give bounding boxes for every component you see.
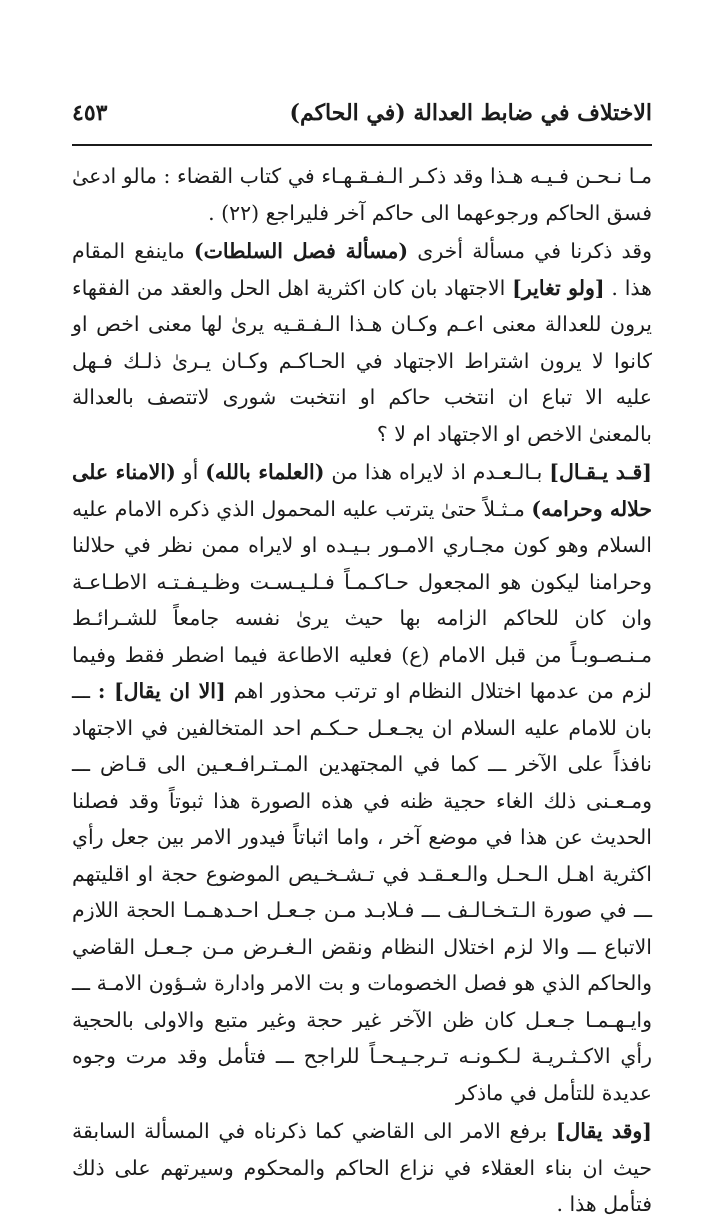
paragraph-3: [72, 454, 652, 1111]
running-header: [72, 96, 652, 140]
text-run: برفع الامر الى القاضي كما ذكرناه في المسألة السابقة حيث ان بناء العقلاء في نزاع الحاكم والمحكوم وسيرتهم على ذلك فتأمل هذا .: [72, 1119, 652, 1216]
bold-term: [وقد يقال]: [555, 1119, 653, 1143]
bold-term: [ولو تغاير]: [512, 275, 605, 300]
text-run: أو: [175, 460, 206, 484]
paragraph-4: [72, 1113, 652, 1223]
paragraph-1: [72, 158, 652, 231]
header-rule: [72, 144, 652, 146]
text-run: مـا نـحـن فـيـه هـذا وقد ذكـر الـفـقـهـاء في كتاب القضاء : مالو ادعىٰ فسق الحاكم ورجوعهما الى حاكم آخر فليراجع (٢٢) .: [72, 164, 652, 225]
text-run: بـالـعـدم اذ لايراه هذا من: [324, 460, 550, 484]
bold-term: (مسألة فصل السلطات): [193, 239, 409, 263]
bold-term: [الا ان يقال] :: [97, 679, 226, 703]
bold-term: (العلماء بالله): [205, 460, 325, 484]
bold-term: (الامناء على حلاله وحرامه): [72, 460, 653, 521]
page-body: [72, 158, 652, 1223]
chapter-title: الاختلاف في ضابط العدالة (في الحاكم): [289, 100, 652, 126]
bold-term: [قـد يـقـال]: [549, 460, 652, 484]
paragraph-2: [72, 233, 652, 452]
text-run: مـثـلاً حتىٰ يترتب عليه المحمول الذي ذكره الامام عليه السلام وهو كون مجـاري الامـور بـيـده او لايراه ممن نظر في حلالنا وحرامنا ليكون هو المجعول حـاكـمـاً فـلـيـسـت وظـيـفـتـه الاطـاعـة وان كان للحاكم الزامه بها حيث يرىٰ نفسه جامعاً للشـرائـط مـنـصـوبـاً من قبل الامام (ع) فعليه الاطاعة فيما اضطر فقط وفيما لزم من عدمها اختلال النظام او ترتب محذور اهم: [72, 496, 652, 703]
text-run: الاجتهاد بان كان اكثرية اهل الحل والعقد من الفقهاء يرون للعدالة معنى اعـم وكـان هـذا الـفـقـيه يرىٰ لها معنى اخص او كانوا لا يرون اشتراط الاجتهاد في الحـاكـم وكـان يـرىٰ ذلـك فـهل عليه الا تباع ان انتخب حاكم او انتخبت شورى لاتتصف بالعدالة بالمعنىٰ الاخص او الاجتهاد ام لا ؟: [72, 275, 652, 446]
text-run: وقد ذكرنا في مسألة أخرى: [408, 239, 652, 263]
text-run: ماينفع المقام هذا .: [72, 239, 652, 300]
page-number: ٤٥٣: [72, 100, 108, 126]
text-run: ـــ بان للامام عليه السلام ان يجـعـل حـكـم احد المتخالفين في الاجتهاد نافذاً على الآخر ـــ كما في المجتهدين المـتـرافـعـين الى قـاض ـــ ومـعـنى ذلك الغاء حجية ظنه في هذه الصورة هذا ثبوتاً وقد فصلنا الحديث عن هذا في موضع آخر ، واما اثباتاً فيدور الامر بين جعل رأي اكثرية اهـل الـحـل والـعـقـد في تـشـخـيص الموضوع حجة او اقليتهم ـــ في صورة الـتـخـالـف ـــ فـلابـد مـن جـعـل احـدهـمـا الحجة اللازم الاتباع ـــ والا لزم اختلال النظام ونقض الـغـرض مـن جـعـل القاضي والحاكم الذي هو فصل الخصومات و بت الامر وادارة شـؤون الامـة ـــ وايـهـمـا جـعـل كان ظن الآخر غير حجة وغير متبع والاولى بالحجية رأي الاكـثـريـة لـكـونـه تـرجـيـحـاً للراجح ـــ فتأمل وقد مرت وجوه عديدة للتأمل في ماذكر: [72, 679, 652, 1105]
